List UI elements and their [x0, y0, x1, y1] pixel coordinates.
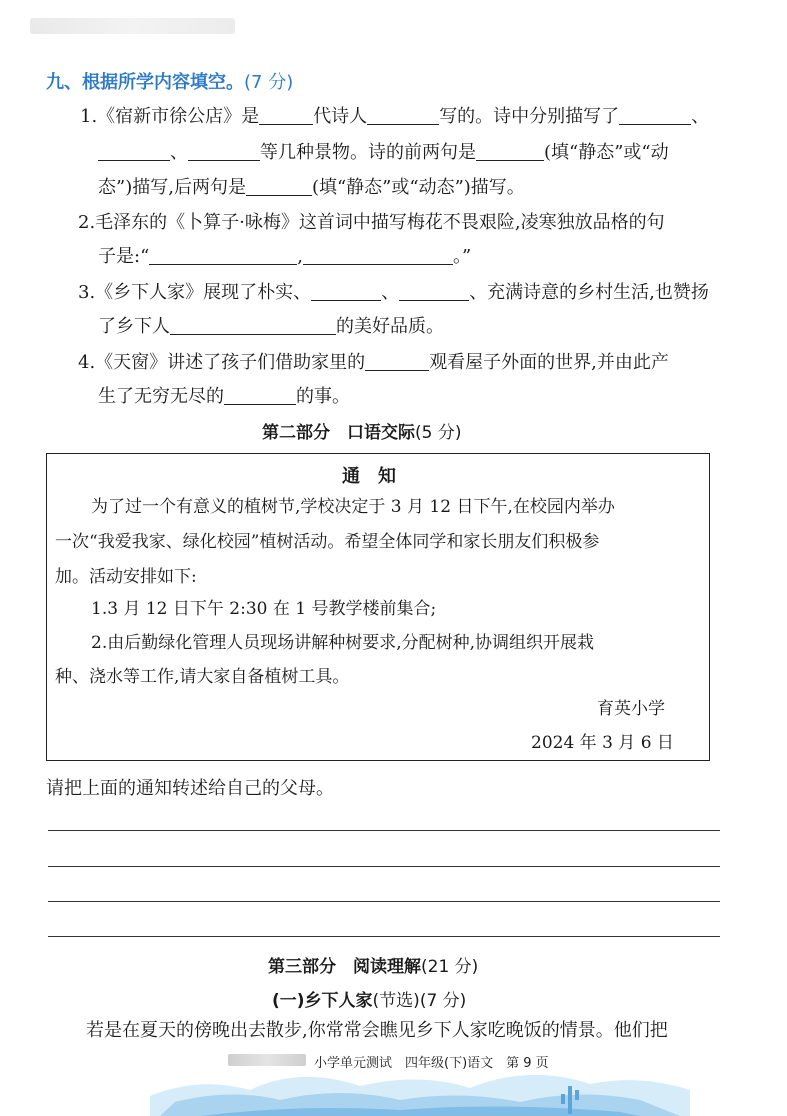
- blank[interactable]: [399, 282, 469, 301]
- part3-title: 第三部分 阅读理解(21 分): [268, 957, 479, 977]
- q9-item2-line1: 2.毛泽东的《卜算子·咏梅》这首词中描写梅花不畏艰险,凌寒独放品格的句: [78, 212, 665, 233]
- question-9-title: 九、根据所学内容填空。(7 分): [46, 72, 294, 93]
- answer-line-3[interactable]: [48, 901, 720, 902]
- q9-item2-line2: 子是:“ , 。”: [98, 246, 472, 267]
- blank[interactable]: [303, 246, 453, 265]
- blank[interactable]: [224, 386, 296, 405]
- q9-item1-line3: 态”)描写,后两句是 (填“静态”或“动态”)描写。: [98, 177, 525, 198]
- notice-line-3: 加。活动安排如下:: [55, 567, 197, 587]
- blank[interactable]: [246, 177, 312, 196]
- cactus-arm-right: [575, 1090, 579, 1100]
- cactus-icon: [568, 1086, 572, 1114]
- notice-line-2: 一次“我爱我家、绿化校园”植树活动。希望全体同学和家长朋友们积极参: [55, 532, 600, 552]
- notice-line-5: 2.由后勤绿化管理人员现场讲解种树要求,分配树种,协调组织开展栽: [91, 633, 595, 653]
- blank[interactable]: [98, 142, 170, 161]
- answer-line-4[interactable]: [48, 936, 720, 937]
- notice-box: [46, 453, 710, 761]
- q9-item3-line1: 3.《乡下人家》展现了朴实、 、 、充满诗意的乡村生活,也赞扬: [78, 282, 709, 303]
- q9-item1-line2: 、 等几种景物。诗的前两句是 (填“静态”或“动: [98, 140, 669, 166]
- q9-item3-line2: 了乡下人 的美好品质。: [98, 316, 444, 337]
- answer-line-1[interactable]: [48, 830, 720, 831]
- blank[interactable]: [170, 316, 336, 335]
- notice-date: 2024 年 3 月 6 日: [531, 733, 674, 753]
- blank[interactable]: [367, 106, 439, 125]
- cactus-arm-left: [561, 1094, 565, 1104]
- blank[interactable]: [259, 106, 313, 125]
- part2-instruction: 请把上面的通知转述给自己的父母。: [46, 778, 334, 799]
- blurred-footer-label: [228, 1054, 306, 1066]
- q9-item4-line2: 生了无穷无尽的 的事。: [98, 386, 350, 407]
- blank[interactable]: [149, 246, 297, 265]
- footer-text: 小学单元测试 四年级(下)语文 第 9 页: [314, 1056, 549, 1071]
- part2-title: 第二部分 口语交际(5 分): [262, 423, 462, 443]
- blank[interactable]: [188, 142, 260, 161]
- passage-text: 若是在夏天的傍晚出去散步,你常常会瞧见乡下人家吃晚饭的情景。他们把: [86, 1020, 668, 1041]
- notice-line-4: 1.3 月 12 日下午 2:30 在 1 号教学楼前集合;: [91, 599, 437, 619]
- notice-signature: 育英小学: [597, 699, 665, 719]
- blank[interactable]: [476, 142, 544, 161]
- q9-item1-line1: 1.《宿新市徐公店》是 代诗人 写的。诗中分别描写了 、: [80, 106, 710, 127]
- q9-item4-line1: 4.《天窗》讲述了孩子们借助家里的 观看屋子外面的世界,并由此产: [78, 352, 669, 373]
- answer-line-2[interactable]: [48, 866, 720, 867]
- blurred-header: [30, 18, 235, 34]
- notice-line-1: 为了过一个有意义的植树节,学校决定于 3 月 12 日下午,在校园内举办: [91, 497, 615, 517]
- notice-heading: 通知: [342, 466, 414, 487]
- blank[interactable]: [365, 352, 429, 371]
- blank[interactable]: [311, 282, 381, 301]
- notice-line-6: 种、浇水等工作,请大家自备植树工具。: [55, 667, 350, 687]
- part3-subtitle: (一)乡下人家(节选)(7 分): [272, 991, 467, 1011]
- blank[interactable]: [619, 106, 691, 125]
